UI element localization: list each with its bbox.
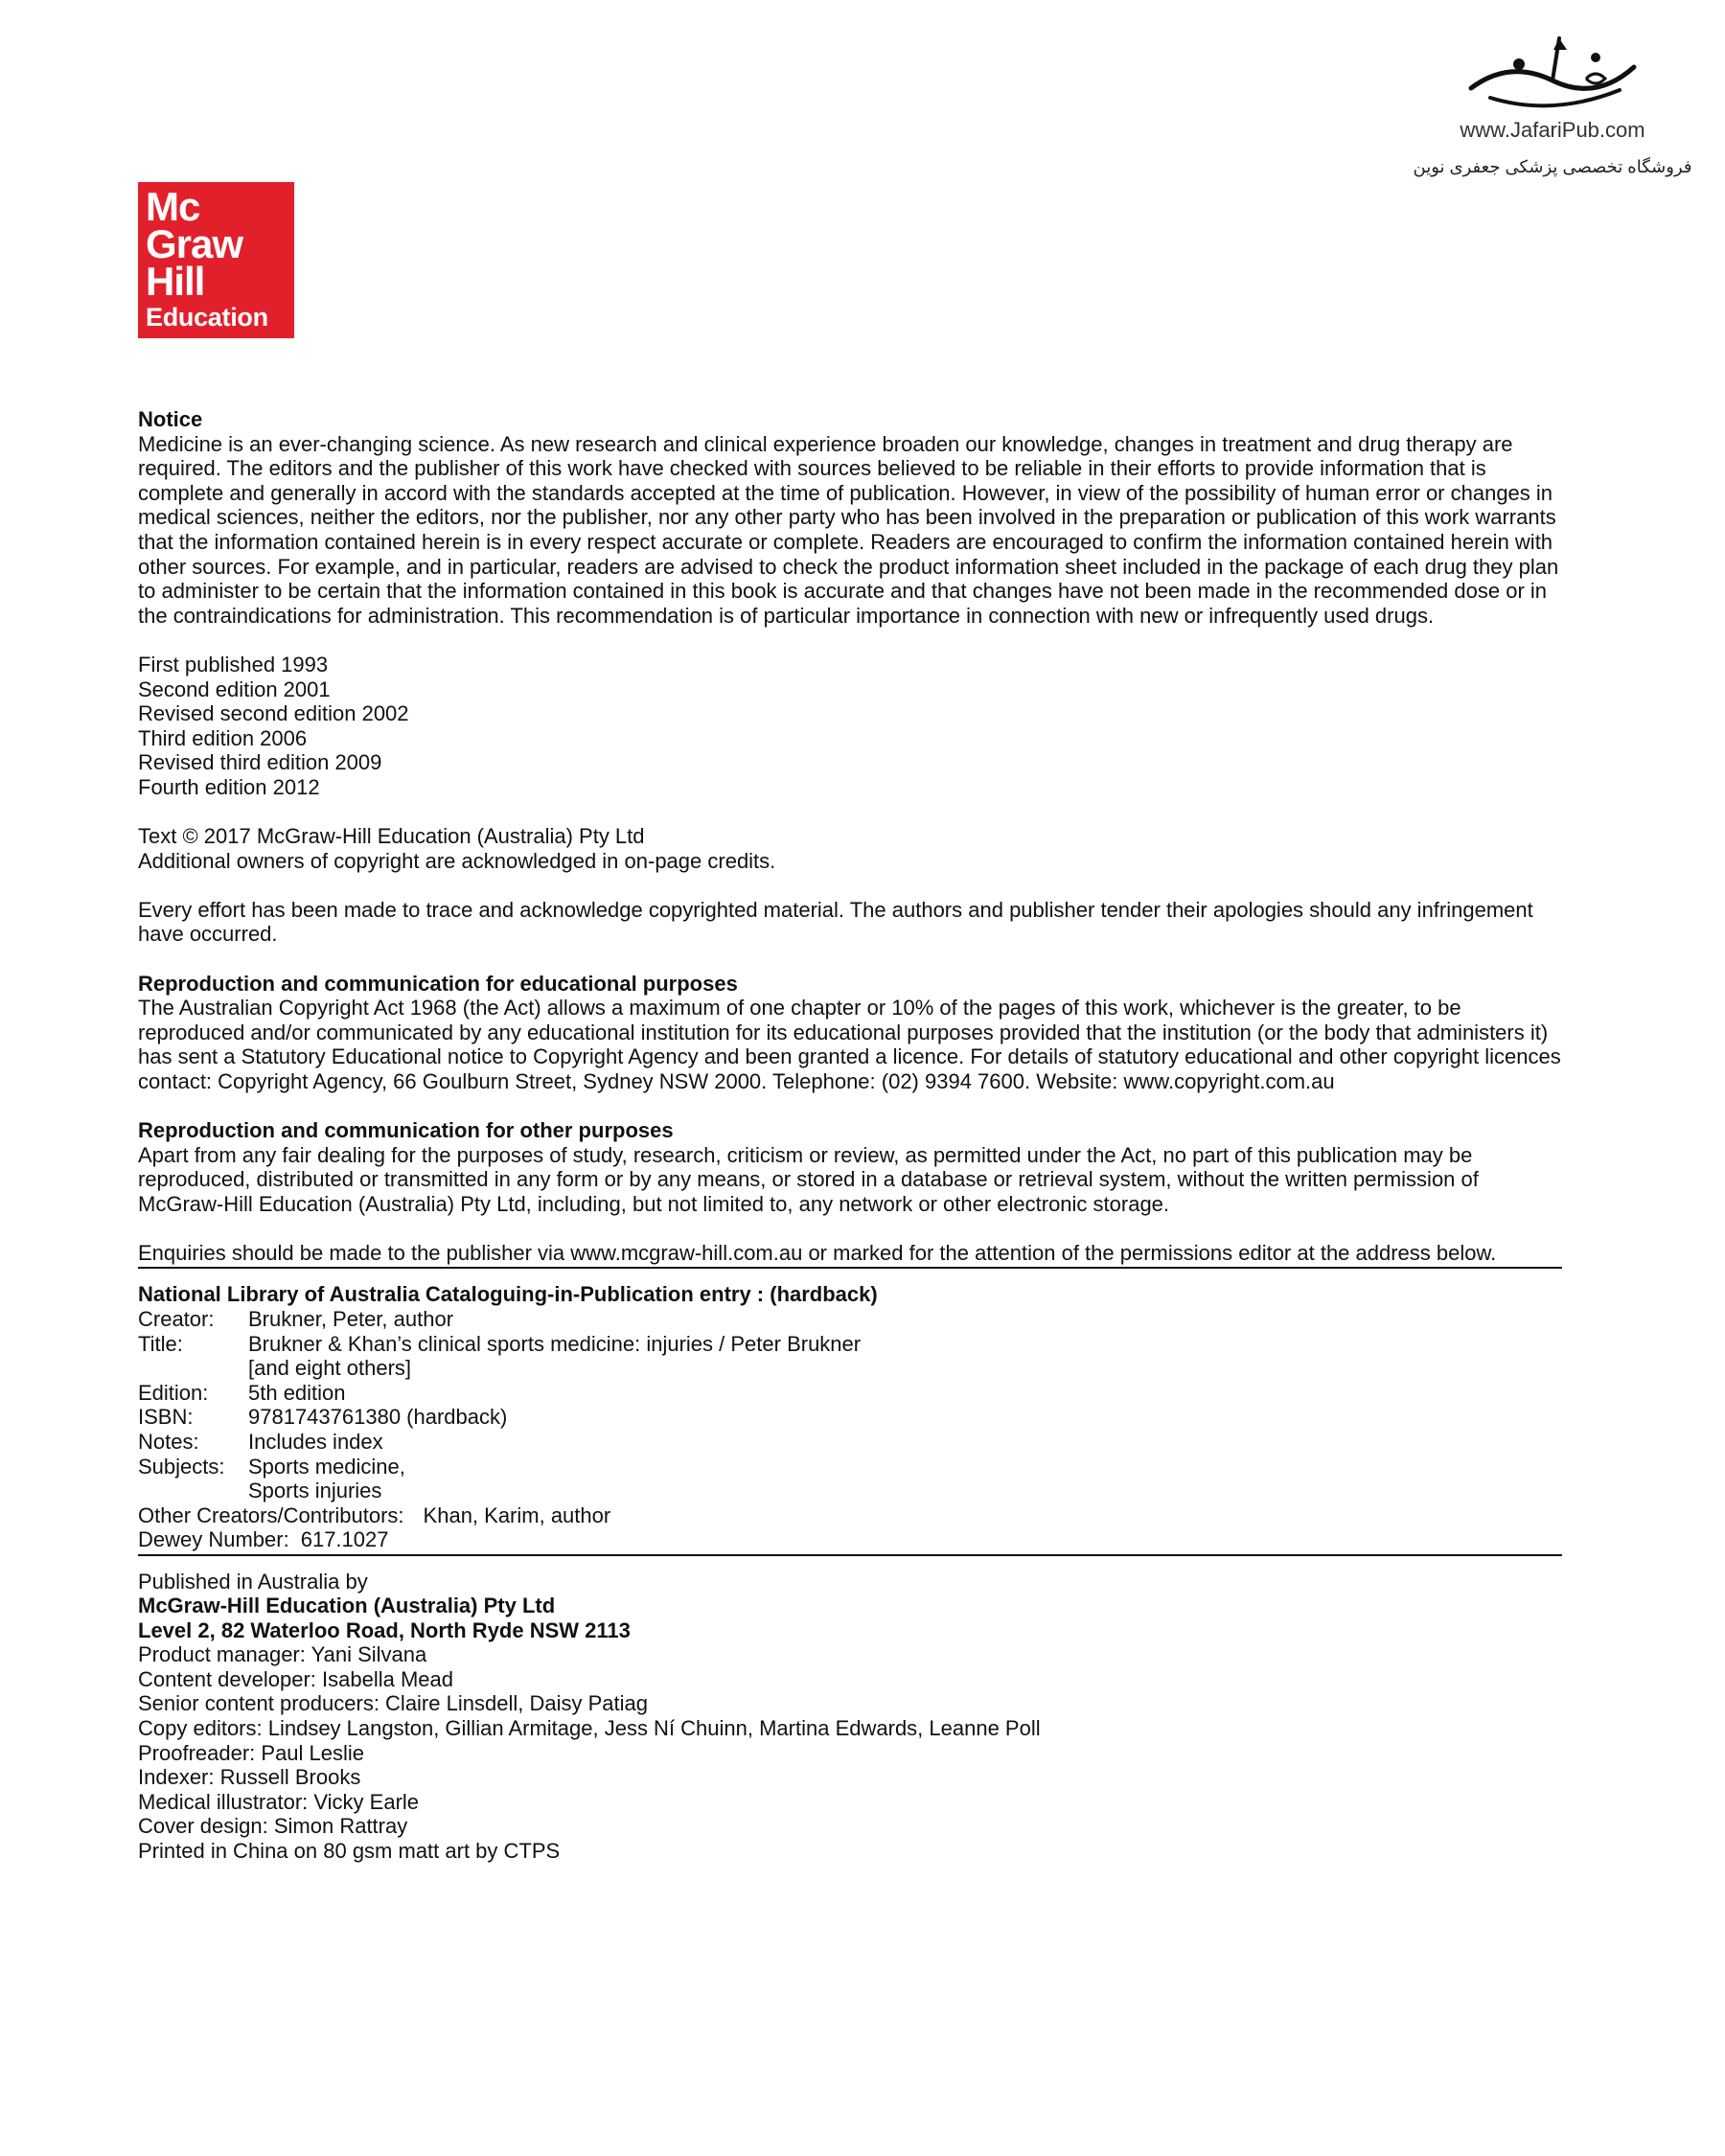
cip-value: Khan, Karim, author [423,1502,611,1527]
mcgraw-hill-logo [138,182,294,338]
cip-entry [138,1282,1562,1552]
edition-line: Fourth edition 2012 [138,774,320,799]
edition-line: Revised third edition 2009 [138,750,382,775]
cip-label: Subjects: [138,1454,225,1479]
edition-line: Revised second edition 2002 [138,701,409,726]
cip-value [248,1455,1562,1503]
divider [138,1267,1562,1269]
cip-value: 9781743761380 (hardback) [248,1405,508,1430]
cip-title-row [138,1332,1562,1381]
copyright-page-content [138,407,1562,1864]
cip-label: Creator: [138,1306,215,1331]
logo-line: Hill [146,259,205,304]
logo-line: Education [146,303,268,332]
publisher-name: McGraw-Hill Education (Australia) Pty Ltd [138,1594,556,1618]
credit-line: Printed in China on 80 gsm matt art by CTPS [138,1839,561,1864]
publisher-address: Level 2, 82 Waterloo Road, North Ryde NSW 2113 [138,1617,631,1642]
notice-body: Medicine is an ever-changing science. As new research and clinical experience broaden our knowledge, changes in treatment and drug therapy are required. The editors and the publisher of this work have checked with sources believed to be reliable in their efforts to provide information that is complete and generally in accord with the standards accepted at the time of publication. However, in view of the possibility of human error or changes in medical sciences, neither the editors, nor the publisher, nor any other party who has been involved in the preparation or publication of this work warrants that the information contained herein is in every respect accurate or complete. Readers are encouraged to confirm the information contained herein with other sources. For example, and in particular, readers are advised to check the product information sheet included in the package of each drug they plan to administer to be certain that the information contained in this book is accurate and that changes have not been made in the recommended dose or in the contraindications for administration. This recommendation is of particular importance in connection with new or infrequently used drugs. [138,431,1559,628]
credit-line: Senior content producers: Claire Linsdell, Daisy Patiag [138,1691,648,1716]
copyright-line: Text © 2017 McGraw-Hill Education (Australia) Pty Ltd [138,824,645,849]
copyright-section [138,824,1562,873]
edition-line: Second edition 2001 [138,677,331,701]
edition-line: First published 1993 [138,652,329,677]
cip-other-row [138,1503,1562,1528]
cip-label: Edition: [138,1380,209,1405]
cip-isbn-row [138,1405,1562,1430]
cip-edition-row [138,1381,1562,1406]
cip-heading: National Library of Australia Cataloguing-in-Publication entry : (hardback) [138,1282,878,1307]
credit-line: Proofreader: Paul Leslie [138,1740,365,1765]
credit-line: Product manager: Yani Silvana [138,1642,427,1667]
cip-label: Dewey Number: [138,1527,289,1552]
cip-value: Brukner, Peter, author [248,1306,454,1331]
cip-label: Notes: [138,1429,199,1454]
notice-section [138,407,1562,628]
cip-dewey-row [138,1527,1562,1552]
logo-line: Graw [146,221,243,266]
cip-label: Other Creators/Contributors: [138,1502,404,1527]
logo-line: Mc [146,184,200,229]
credit-line: Indexer: Russell Brooks [138,1765,361,1790]
cip-value: Includes index [248,1429,383,1454]
copyright-owners-line: Additional owners of copyright are acknowledged in on-page credits. [138,848,776,873]
cip-title-line: [and eight others] [248,1356,412,1381]
divider [138,1554,1562,1556]
enquiries-text: Enquiries should be made to the publisher via www.mcgraw-hill.com.au or marked for the attention of the permissions editor at the address below. [138,1241,1497,1266]
repro-other-heading: Reproduction and communication for other purposes [138,1118,674,1143]
repro-edu-body: The Australian Copyright Act 1968 (the Act) allows a maximum of one chapter or 10% of the pages of this work, whichever is the greater, to be reproduced and/or communicated by any educational institution for its educational purposes provided that the institution (or the body that administers it) has sent a Statutory Educational notice to Copyright Agency and been granted a licence. For details of statutory educational and other copyright licences contact: Copyright Agency, 66 Goulburn Street, Sydney NSW 2000. Telephone: (02) 9394 7600. Website: www.copyright.com.au [138,996,1561,1094]
cip-label: Title: [138,1331,183,1356]
edition-history [138,653,1562,800]
publisher-intro: Published in Australia by [138,1569,368,1594]
calligraphy-logo-icon [1452,21,1653,117]
repro-edu-heading: Reproduction and communication for educational purposes [138,971,738,996]
cip-title-line: Brukner & Khan’s clinical sports medicine: injuries / Peter Brukner [248,1331,862,1356]
cip-subject: Sports injuries [248,1479,382,1503]
cip-notes-row [138,1430,1562,1455]
edition-line: Third edition 2006 [138,725,308,750]
credit-line: Cover design: Simon Rattray [138,1814,408,1839]
cip-creator-row [138,1307,1562,1332]
effort-text: Every effort has been made to trace and acknowledge copyrighted material. The authors and publisher tender their apologies should any infringement have occurred. [138,897,1533,947]
repro-other-section [138,1118,1562,1216]
watermark-shop-text: فروشگاه تخصصی پزشکی جعفری نوین [1413,157,1692,176]
credit-line: Medical illustrator: Vicky Earle [138,1789,420,1814]
watermark-url: www.JafariPub.com [1460,118,1645,142]
cip-value: 617.1027 [300,1527,389,1552]
cip-subjects-row [138,1455,1562,1503]
effort-section [138,898,1562,947]
publisher-watermark [1409,21,1696,194]
enquiries-section [138,1241,1562,1266]
repro-other-body: Apart from any fair dealing for the purposes of study, research, criticism or review, as permitted under the Act, no part of this publication may be reproduced, distributed or transmitted in any form or by any means, or stored in a database or retrieval system, without the written permission of McGraw-Hill Education (Australia) Pty Ltd, including, but not limited to, any network or other electronic storage. [138,1142,1479,1216]
cip-value [248,1332,1562,1381]
credit-line: Content developer: Isabella Mead [138,1666,453,1691]
cip-subject: Sports medicine, [248,1454,405,1479]
repro-edu-section [138,972,1562,1094]
credit-line: Copy editors: Lindsey Langston, Gillian Armitage, Jess Ní Chuinn, Martina Edwards, Leanne Poll [138,1716,1041,1741]
publisher-section [138,1570,1562,1864]
cip-label: ISBN: [138,1405,194,1430]
cip-value: 5th edition [248,1380,346,1405]
notice-heading: Notice [138,407,203,431]
